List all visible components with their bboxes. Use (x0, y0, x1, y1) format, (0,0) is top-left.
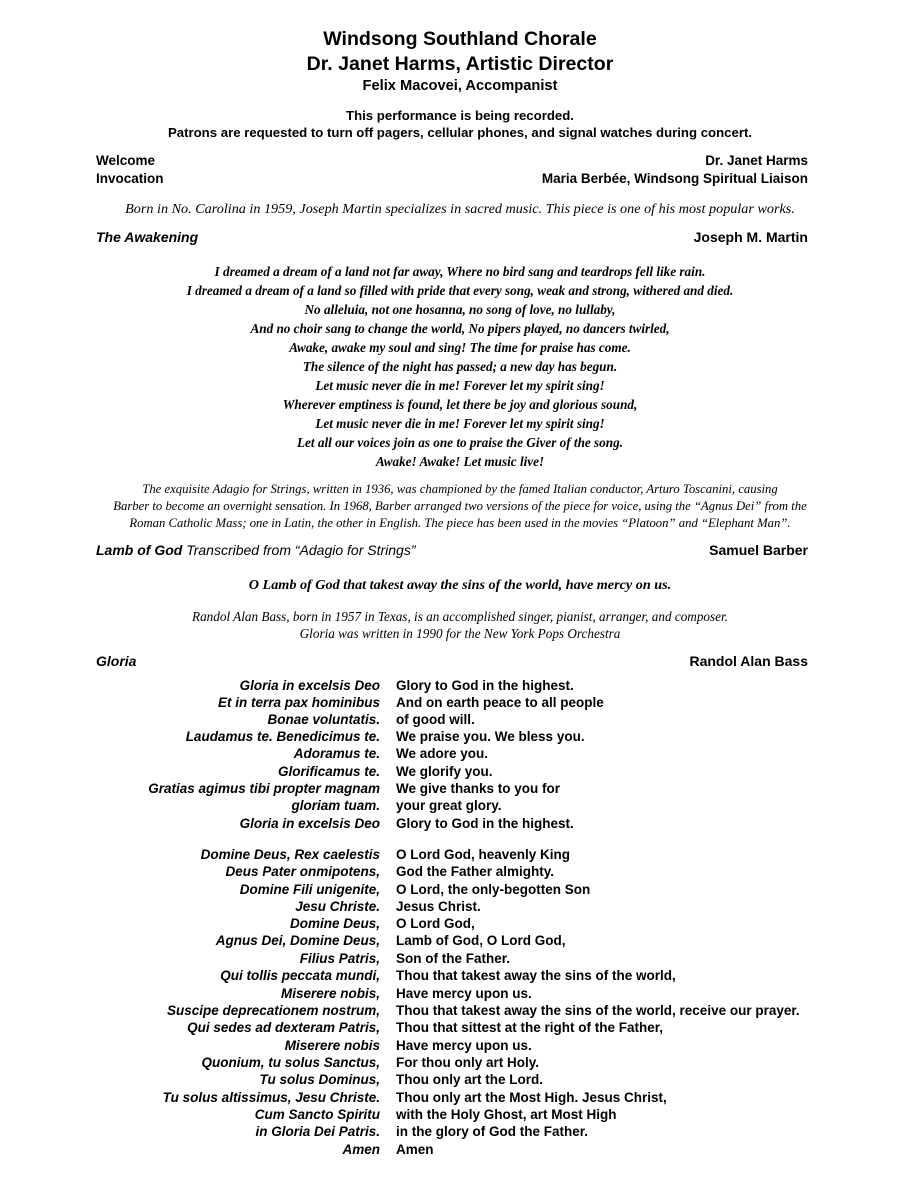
english-line: Thou only art the Lord. (396, 1072, 543, 1087)
english-line: your great glory. (396, 798, 502, 813)
piece-title-lamb (96, 542, 415, 558)
english-line: Glory to God in the highest. (396, 678, 574, 693)
note-line: Barber to become an overnight sensation. In 1968, Barber arranged two versions of the piece for voice, using the “Agnus Dei” from the (113, 499, 807, 513)
latin-line: Cum Sancto Spiritu (254, 1107, 380, 1122)
latin-line: Tu solus altissimus, Jesu Christe. (162, 1090, 380, 1105)
latin-line: Glorificamus te. (277, 764, 380, 779)
english-line: Son of the Father. (396, 951, 511, 966)
latin-line: Gloria in excelsis Deo (239, 678, 380, 693)
english-line: Glory to God in the highest. (396, 816, 574, 831)
lyric-line: Let music never die in me! Forever let my spirit sing! (315, 378, 605, 393)
awakening-lyrics (0, 262, 920, 471)
composer-awakening: Joseph M. Martin (693, 229, 808, 245)
english-line: with the Holy Ghost, art Most High (396, 1107, 617, 1122)
latin-line: Gloria in excelsis Deo (239, 816, 380, 831)
english-line: of good will. (396, 712, 475, 727)
latin-line: Suscipe deprecationem nostrum, (166, 1003, 380, 1018)
lyric-line: Let all our voices join as one to praise the Giver of the song. (296, 435, 624, 450)
english-line: Jesus Christ. (396, 899, 481, 914)
note-line: Gloria was written in 1990 for the New York Pops Orchestra (299, 626, 621, 641)
latin-line: Miserere nobis, (280, 986, 380, 1001)
lyric-line: I dreamed a dream of a land so filled with pride that every song, weak and strong, withered and died. (186, 283, 734, 298)
lamb-subtitle: Transcribed from “Adagio for Strings” (182, 542, 416, 558)
english-line: We give thanks to you for (396, 781, 561, 796)
piece-title-awakening: The Awakening (96, 229, 199, 245)
english-line: Thou that sittest at the right of the Father, (396, 1020, 664, 1035)
artistic-director: Dr. Janet Harms, Artistic Director (306, 53, 614, 75)
english-line: Have mercy upon us. (396, 1038, 532, 1053)
lamb-lyric: O Lamb of God that takest away the sins of the world, have mercy on us. (248, 577, 672, 593)
lyric-line: Awake, awake my soul and sing! The time for praise has come. (289, 340, 631, 355)
lyric-line: Awake! Awake! Let music live! (375, 454, 545, 469)
accompanist: Felix Macovei, Accompanist (362, 78, 558, 94)
program-person-invocation: Maria Berbée, Windsong Spiritual Liaison (541, 171, 808, 186)
english-line: Amen (396, 1142, 434, 1157)
english-line: We adore you. (396, 746, 489, 761)
english-line: For thou only art Holy. (396, 1055, 539, 1070)
english-line: God the Father almighty. (396, 864, 555, 879)
latin-line: Et in terra pax hominibus (217, 695, 380, 710)
lyric-line: And no choir sang to change the world, No pipers played, no dancers twirled, (250, 321, 670, 336)
latin-line: Deus Pater onmipotens, (225, 864, 380, 879)
english-line: O Lord God, heavenly King (396, 847, 571, 862)
program-item-welcome: Welcome (96, 153, 156, 168)
english-line: Thou only art the Most High. Jesus Christ, (396, 1090, 667, 1105)
note-line: Randol Alan Bass, born in 1957 in Texas, is an accomplished singer, pianist, arranger, and composer. (192, 609, 728, 624)
patron-notice: Patrons are requested to turn off pagers, cellular phones, and signal watches during concert. (167, 125, 753, 140)
latin-line: Agnus Dei, Domine Deus, (215, 933, 380, 948)
program-person-welcome: Dr. Janet Harms (705, 153, 808, 168)
latin-line: Bonae voluntatis. (267, 712, 380, 727)
latin-line: Domine Deus, (289, 916, 380, 931)
composer-lamb: Samuel Barber (709, 542, 808, 558)
english-line: We praise you. We bless you. (396, 729, 585, 744)
lyric-line: I dreamed a dream of a land not far away, Where no bird sang and teardrops fell like rain. (214, 264, 706, 279)
chorale-name: Windsong Southland Chorale (323, 28, 597, 50)
latin-line: gloriam tuam. (291, 798, 380, 813)
latin-line: Qui sedes ad dexteram Patris, (187, 1020, 380, 1035)
recording-notice: This performance is being recorded. (346, 108, 574, 123)
english-line: in the glory of God the Father. (396, 1124, 589, 1139)
latin-line: Tu solus Dominus, (259, 1072, 380, 1087)
latin-line: Quonium, tu solus Sanctus, (201, 1055, 380, 1070)
latin-line: Miserere nobis (284, 1038, 380, 1053)
english-line: We glorify you. (396, 764, 493, 779)
english-line: O Lord God, (396, 916, 475, 931)
english-line: Have mercy upon us. (396, 986, 532, 1001)
latin-line: Gratias agimus tibi propter magnam (148, 781, 380, 796)
latin-line: Qui tollis peccata mundi, (220, 968, 380, 983)
lyric-line: No alleluia, not one hosanna, no song of love, no lullaby, (304, 302, 616, 317)
latin-line: Laudamus te. Benedicimus te. (185, 729, 380, 744)
gloria-note (0, 608, 920, 642)
latin-line: Filius Patris, (299, 951, 380, 966)
program-item-invocation: Invocation (96, 171, 164, 186)
lamb-note (0, 481, 920, 532)
lyric-line: Wherever emptiness is found, let there be joy and glorious sound, (282, 397, 638, 412)
awakening-note: Born in No. Carolina in 1959, Joseph Martin specializes in sacred music. This piece is one of his most popular works. (125, 201, 795, 217)
english-line: Thou that takest away the sins of the world, receive our prayer. (396, 1003, 800, 1018)
note-line: Roman Catholic Mass; one in Latin, the other in English. The piece has been used in the movies “Platoon” and “Elephant Man”. (129, 516, 791, 530)
latin-line: Adoramus te. (293, 746, 380, 761)
latin-line: in Gloria Dei Patris. (255, 1124, 380, 1139)
lyric-line: Let music never die in me! Forever let my spirit sing! (315, 416, 605, 431)
piece-title-gloria: Gloria (96, 653, 137, 669)
english-line: Lamb of God, O Lord God, (396, 933, 566, 948)
english-line: Thou that takest away the sins of the world, (396, 968, 676, 983)
composer-gloria: Randol Alan Bass (689, 653, 808, 669)
note-line: The exquisite Adagio for Strings, written in 1936, was championed by the famed Italian conductor, Arturo Toscanini, causing (142, 482, 778, 496)
english-line: O Lord, the only-begotten Son (396, 882, 591, 897)
english-line: And on earth peace to all people (396, 695, 604, 710)
latin-line: Amen (342, 1142, 380, 1157)
lamb-title: Lamb of God (96, 542, 183, 558)
latin-line: Jesu Christe. (295, 899, 380, 914)
latin-line: Domine Fili unigenite, (239, 882, 380, 897)
lyric-line: The silence of the night has passed; a new day has begun. (302, 359, 618, 374)
latin-line: Domine Deus, Rex caelestis (200, 847, 380, 862)
